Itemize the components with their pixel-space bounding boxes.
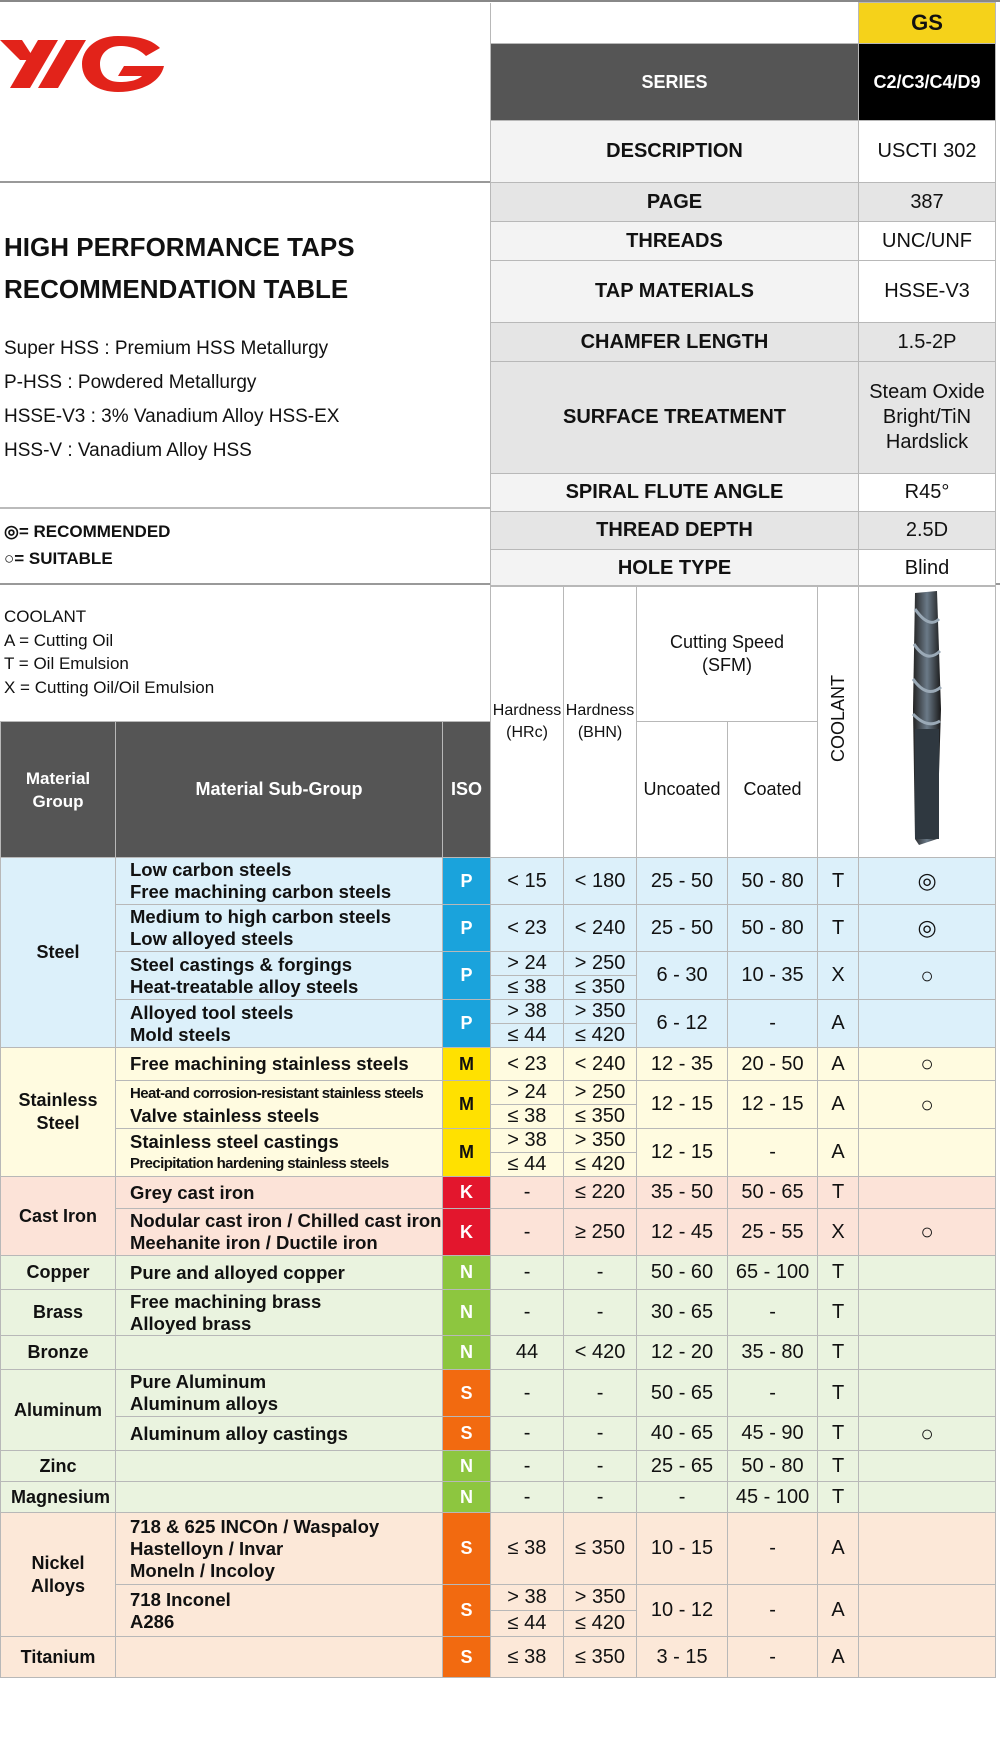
recommendation-table: [0, 585, 996, 1678]
sub-group-line: Mold steels: [130, 1023, 231, 1045]
coated-cell: -: [728, 1513, 818, 1585]
spec-label: SPIRAL FLUTE ANGLE: [491, 474, 859, 512]
sub-group-line: Precipitation hardening stainless steels: [130, 1154, 389, 1172]
hardness-bhn-cell: -: [564, 1370, 637, 1417]
coated-cell: -: [728, 1000, 818, 1048]
coolant-cell: A: [818, 1000, 859, 1048]
spec-label: SURFACE TREATMENT: [491, 362, 859, 474]
iso-badge: N: [443, 1482, 491, 1513]
divider: [0, 507, 490, 509]
hardness-bhn-cell: -: [564, 1256, 637, 1290]
hardness-hrc-cell: -: [491, 1209, 564, 1256]
coolant-notes-title: COOLANT: [4, 607, 87, 626]
material-group-cell: Titanium: [1, 1637, 116, 1678]
coolant-cell: T: [818, 1370, 859, 1417]
hardness-bhn-cell: ≥ 250: [564, 1209, 637, 1256]
coolant-cell: A: [818, 1129, 859, 1177]
gs-cell: GS: [859, 3, 996, 44]
coated-cell: 45 - 90: [728, 1417, 818, 1451]
spec-value: HSSE-V3: [859, 261, 996, 323]
iso-badge: S: [443, 1585, 491, 1637]
sub-group-line: Low carbon steels: [130, 859, 292, 880]
material-sub-group-cell: [116, 952, 443, 1000]
uncoated-cell: 10 - 12: [637, 1585, 728, 1637]
uncoated-cell: 25 - 50: [637, 905, 728, 952]
hardness-hrc-cell: ≤ 38: [491, 1637, 564, 1678]
spec-label: THREADS: [491, 222, 859, 261]
coolant-cell: A: [818, 1513, 859, 1585]
material-sub-group-cell: [116, 1129, 443, 1177]
material-sub-group-cell: [116, 1177, 443, 1209]
sub-group-line: Valve stainless steels: [130, 1104, 320, 1126]
spec-label: CHAMFER LENGTH: [491, 323, 859, 362]
table-row: [1, 1129, 996, 1177]
table-row: [1, 1370, 996, 1417]
coated-cell: 25 - 55: [728, 1209, 818, 1256]
spiral-tap-icon: [907, 589, 947, 849]
sub-group-line: Free machining stainless steels: [130, 1053, 409, 1074]
uncoated-cell: 25 - 65: [637, 1451, 728, 1482]
hardness-bhn-cell: -: [564, 1451, 637, 1482]
page-title: [4, 226, 484, 310]
recommendation-symbol: [859, 1585, 996, 1637]
coated-cell: 50 - 80: [728, 905, 818, 952]
material-sub-group-cell: [116, 1585, 443, 1637]
coolant-cell: X: [818, 952, 859, 1000]
sub-group-line: Steel castings & forgings: [130, 953, 353, 975]
uncoated-cell: 40 - 65: [637, 1417, 728, 1451]
coolant-note-t: T = Oil Emulsion: [4, 654, 129, 673]
yg-logo: [0, 30, 170, 100]
uncoated-cell: 50 - 60: [637, 1256, 728, 1290]
table-row: [1, 1585, 996, 1637]
coolant-cell: T: [818, 1451, 859, 1482]
material-group-cell: Aluminum: [1, 1370, 116, 1451]
coated-cell: -: [728, 1370, 818, 1417]
iso-badge: M: [443, 1129, 491, 1177]
hardness-bhn-cell: ≤ 350: [564, 1637, 637, 1678]
table-row: [1, 905, 996, 952]
coolant-header: COOLANT: [818, 586, 859, 858]
coolant-cell: A: [818, 1637, 859, 1678]
uncoated-cell: 6 - 12: [637, 1000, 728, 1048]
coated-cell: 45 - 100: [728, 1482, 818, 1513]
material-sub-group-cell: [116, 1081, 443, 1129]
material-group-cell: Cast Iron: [1, 1177, 116, 1256]
sub-group-line: Aluminum alloys: [130, 1393, 279, 1414]
cutting-speed-header: Cutting Speed (SFM): [637, 586, 818, 722]
hardness-bhn-cell: > 250 ≤ 350: [564, 952, 637, 1000]
uncoated-cell: 10 - 15: [637, 1513, 728, 1585]
coolant-cell: X: [818, 1209, 859, 1256]
coolant-cell: A: [818, 1585, 859, 1637]
hardness-hrc-cell: > 24 ≤ 38: [491, 1081, 564, 1129]
sub-group-line: Low alloyed steels: [130, 928, 294, 949]
recommendation-symbol: [859, 1482, 996, 1513]
recommendation-symbol: [859, 1336, 996, 1370]
hardness-hrc-cell: -: [491, 1256, 564, 1290]
hardness-hrc-cell: -: [491, 1177, 564, 1209]
sub-group-line: Free machining carbon steels: [130, 881, 392, 902]
hardness-bhn-header: Hardness (BHN): [564, 586, 637, 858]
table-body: [1, 858, 996, 1678]
sub-group-line: Heat-treatable alloy steels: [130, 975, 359, 997]
material-group-cell: Copper: [1, 1256, 116, 1290]
legend-recommended: ◎= RECOMMENDED: [4, 522, 171, 541]
recommendation-symbol: [859, 1000, 996, 1048]
series-label: SERIES: [491, 44, 859, 121]
coolant-cell: T: [818, 858, 859, 905]
spec-value: 387: [859, 183, 996, 222]
note-1: Super HSS : Premium HSS Metallurgy: [4, 338, 329, 359]
table-row: [1, 952, 996, 1000]
recommendation-symbol: ○: [859, 1417, 996, 1451]
iso-badge: K: [443, 1177, 491, 1209]
material-sub-group-cell: [116, 1370, 443, 1417]
sub-group-line: 718 & 625 INCOn / Waspaloy: [130, 1515, 380, 1537]
sub-group-line: Pure Aluminum: [130, 1371, 267, 1392]
coolant-note-a: A = Cutting Oil: [4, 630, 114, 650]
series-value: C2/C3/C4/D9: [859, 44, 996, 121]
sub-group-line: Heat-and corrosion-resistant stainless steels: [130, 1084, 424, 1102]
hardness-hrc-cell: < 15: [491, 858, 564, 905]
iso-badge: N: [443, 1336, 491, 1370]
hardness-hrc-cell: < 23: [491, 905, 564, 952]
hardness-hrc-cell: ≤ 38: [491, 1513, 564, 1585]
hardness-hrc-header: Hardness (HRc): [491, 586, 564, 858]
coated-cell: 20 - 50: [728, 1048, 818, 1081]
hardness-bhn-cell: < 180: [564, 858, 637, 905]
hardness-bhn-cell: -: [564, 1290, 637, 1336]
table-row: [1, 1417, 996, 1451]
hardness-hrc-cell: < 23: [491, 1048, 564, 1081]
uncoated-cell: 6 - 30: [637, 952, 728, 1000]
hardness-hrc-cell: 44: [491, 1336, 564, 1370]
material-group-cell: Bronze: [1, 1336, 116, 1370]
uncoated-cell: 30 - 65: [637, 1290, 728, 1336]
coolant-cell: T: [818, 1177, 859, 1209]
sub-group-line: Pure and alloyed copper: [130, 1261, 345, 1283]
coated-cell: 35 - 80: [728, 1336, 818, 1370]
material-group-cell: Magnesium: [1, 1482, 116, 1513]
spec-label: DESCRIPTION: [491, 121, 859, 183]
spec-label: TAP MATERIALS: [491, 261, 859, 323]
material-group-header: Material Group: [1, 722, 116, 858]
coolant-cell: T: [818, 1336, 859, 1370]
sub-group-line: Nodular cast iron / Chilled cast iron: [130, 1210, 442, 1231]
spec-value: R45°: [859, 474, 996, 512]
coated-cell: 50 - 65: [728, 1177, 818, 1209]
recommendation-symbol: [859, 1177, 996, 1209]
recommendation-symbol: [859, 1290, 996, 1336]
table-row: [1, 1048, 996, 1081]
recommendation-symbol: ◎: [859, 858, 996, 905]
note-2: P-HSS : Powdered Metallurgy: [4, 372, 257, 393]
coolant-cell: T: [818, 1417, 859, 1451]
coolant-cell: T: [818, 1290, 859, 1336]
hardness-bhn-cell: > 350 ≤ 420: [564, 1585, 637, 1637]
hardness-hrc-cell: > 38 ≤ 44: [491, 1585, 564, 1637]
spec-value: Steam Oxide Bright/TiN Hardslick: [859, 362, 996, 474]
material-sub-group-cell: [116, 1451, 443, 1482]
table-row: [1, 1451, 996, 1482]
hardness-bhn-cell: -: [564, 1482, 637, 1513]
material-sub-group-cell: [116, 1048, 443, 1081]
hardness-bhn-cell: > 250 ≤ 350: [564, 1081, 637, 1129]
hardness-bhn-cell: < 420: [564, 1336, 637, 1370]
sub-group-line: Grey cast iron: [130, 1181, 255, 1203]
coated-cell: 65 - 100: [728, 1256, 818, 1290]
spec-value: USCTI 302: [859, 121, 996, 183]
material-group-cell: Nickel Alloys: [1, 1513, 116, 1637]
sub-group-line: 718 Inconel: [130, 1588, 231, 1610]
tap-image-cell: [859, 586, 996, 858]
hardness-hrc-cell: -: [491, 1451, 564, 1482]
hardness-bhn-cell: ≤ 220: [564, 1177, 637, 1209]
material-sub-group-cell: [116, 1417, 443, 1451]
recommendation-symbol: ○: [859, 952, 996, 1000]
iso-badge: S: [443, 1513, 491, 1585]
coated-cell: -: [728, 1290, 818, 1336]
material-sub-group-cell: [116, 1336, 443, 1370]
table-row: [1, 1209, 996, 1256]
hardness-hrc-cell: -: [491, 1482, 564, 1513]
coolant-note-x: X = Cutting Oil/Oil Emulsion: [4, 677, 215, 697]
table-row: [1, 858, 996, 905]
uncoated-cell: -: [637, 1482, 728, 1513]
recommendation-symbol: [859, 1513, 996, 1585]
sub-group-line: Aluminum alloy castings: [130, 1422, 348, 1444]
table-row: [1, 1081, 996, 1129]
sub-group-line: Stainless steel castings: [130, 1130, 339, 1152]
recommendation-symbol: [859, 1637, 996, 1678]
spec-table: [490, 2, 996, 587]
note-4: HSS-V : Vanadium Alloy HSS: [4, 440, 252, 461]
hardness-bhn-cell: ≤ 350: [564, 1513, 637, 1585]
uncoated-cell: 12 - 15: [637, 1129, 728, 1177]
uncoated-cell: 12 - 20: [637, 1336, 728, 1370]
iso-badge: P: [443, 952, 491, 1000]
uncoated-cell: 50 - 65: [637, 1370, 728, 1417]
hardness-bhn-cell: < 240: [564, 1048, 637, 1081]
spec-value: Blind: [859, 550, 996, 587]
hardness-hrc-cell: -: [491, 1417, 564, 1451]
hardness-bhn-cell: > 350 ≤ 420: [564, 1129, 637, 1177]
coated-cell: 10 - 35: [728, 952, 818, 1000]
coolant-cell: T: [818, 905, 859, 952]
note-3: HSSE-V3 : 3% Vanadium Alloy HSS-EX: [4, 406, 340, 427]
uncoated-cell: 25 - 50: [637, 858, 728, 905]
table-row: [1, 1336, 996, 1370]
sub-group-line: Free machining brass: [130, 1290, 322, 1312]
hardness-hrc-cell: -: [491, 1290, 564, 1336]
legend-suitable: ○= SUITABLE: [4, 549, 113, 568]
uncoated-cell: 12 - 35: [637, 1048, 728, 1081]
material-group-cell: Stainless Steel: [1, 1048, 116, 1177]
hardness-bhn-cell: -: [564, 1417, 637, 1451]
material-sub-group-cell: [116, 905, 443, 952]
coolant-cell: A: [818, 1048, 859, 1081]
iso-badge: M: [443, 1081, 491, 1129]
sub-group-line: A286: [130, 1610, 175, 1632]
uncoated-cell: 3 - 15: [637, 1637, 728, 1678]
iso-badge: S: [443, 1637, 491, 1678]
uncoated-cell: 12 - 15: [637, 1081, 728, 1129]
hardness-hrc-cell: -: [491, 1370, 564, 1417]
coated-cell: -: [728, 1585, 818, 1637]
recommendation-symbol: ○: [859, 1081, 996, 1129]
table-row: [1, 1637, 996, 1678]
iso-badge: M: [443, 1048, 491, 1081]
iso-header: ISO: [443, 722, 491, 858]
iso-badge: N: [443, 1451, 491, 1482]
material-sub-group-header: Material Sub-Group: [116, 722, 443, 858]
iso-badge: P: [443, 1000, 491, 1048]
material-sub-group-cell: [116, 1209, 443, 1256]
sub-group-line: Alloyed brass: [130, 1312, 252, 1334]
spec-label: THREAD DEPTH: [491, 512, 859, 550]
coolant-cell: T: [818, 1482, 859, 1513]
material-sub-group-cell: [116, 1256, 443, 1290]
recommendation-symbol: [859, 1370, 996, 1417]
iso-badge: S: [443, 1370, 491, 1417]
material-sub-group-cell: [116, 1000, 443, 1048]
uncoated-cell: 35 - 50: [637, 1177, 728, 1209]
recommendation-symbol: [859, 1129, 996, 1177]
coated-header: Coated: [728, 722, 818, 858]
coated-cell: 50 - 80: [728, 858, 818, 905]
iso-badge: N: [443, 1256, 491, 1290]
coated-cell: 50 - 80: [728, 1451, 818, 1482]
material-group-cell: Steel: [1, 858, 116, 1048]
material-sub-group-cell: [116, 1482, 443, 1513]
spec-value: 1.5-2P: [859, 323, 996, 362]
table-row: [1, 1513, 996, 1585]
spec-label: HOLE TYPE: [491, 550, 859, 587]
recommendation-symbol: ○: [859, 1209, 996, 1256]
uncoated-header: Uncoated: [637, 722, 728, 858]
uncoated-cell: 12 - 45: [637, 1209, 728, 1256]
hardness-hrc-cell: > 38 ≤ 44: [491, 1000, 564, 1048]
coolant-cell: T: [818, 1256, 859, 1290]
coated-cell: 12 - 15: [728, 1081, 818, 1129]
coolant-cell: A: [818, 1081, 859, 1129]
hardness-hrc-cell: > 38 ≤ 44: [491, 1129, 564, 1177]
hardness-bhn-cell: < 240: [564, 905, 637, 952]
coated-cell: -: [728, 1637, 818, 1678]
material-group-cell: Zinc: [1, 1451, 116, 1482]
spec-value: 2.5D: [859, 512, 996, 550]
spec-label: PAGE: [491, 183, 859, 222]
recommendation-symbol: ○: [859, 1048, 996, 1081]
sub-group-line: Alloyed tool steels: [130, 1001, 294, 1023]
iso-badge: P: [443, 858, 491, 905]
iso-badge: P: [443, 905, 491, 952]
table-row: [1, 1290, 996, 1336]
hardness-bhn-cell: > 350 ≤ 420: [564, 1000, 637, 1048]
table-row: [1, 1256, 996, 1290]
sub-group-line: Hastelloyn / Invar: [130, 1537, 284, 1559]
material-sub-group-cell: [116, 1513, 443, 1585]
sub-group-line: Moneln / Incoloy: [130, 1559, 275, 1581]
iso-badge: N: [443, 1290, 491, 1336]
divider: [0, 181, 490, 183]
sub-group-line: Medium to high carbon steels: [130, 906, 392, 927]
table-row: [1, 1177, 996, 1209]
recommendation-symbol: [859, 1256, 996, 1290]
iso-badge: K: [443, 1209, 491, 1256]
sub-group-line: Meehanite iron / Ductile iron: [130, 1232, 378, 1253]
material-sub-group-cell: [116, 1637, 443, 1678]
spec-blank: [491, 3, 859, 44]
title-line1: HIGH PERFORMANCE TAPS: [4, 232, 355, 262]
material-sub-group-cell: [116, 858, 443, 905]
hardness-hrc-cell: > 24 ≤ 38: [491, 952, 564, 1000]
table-row: [1, 1000, 996, 1048]
iso-badge: S: [443, 1417, 491, 1451]
title-line2: RECOMMENDATION TABLE: [4, 274, 349, 304]
spec-value: UNC/UNF: [859, 222, 996, 261]
recommendation-symbol: ◎: [859, 905, 996, 952]
table-row: [1, 1482, 996, 1513]
recommendation-symbol: [859, 1451, 996, 1482]
coated-cell: -: [728, 1129, 818, 1177]
material-group-cell: Brass: [1, 1290, 116, 1336]
material-sub-group-cell: [116, 1290, 443, 1336]
